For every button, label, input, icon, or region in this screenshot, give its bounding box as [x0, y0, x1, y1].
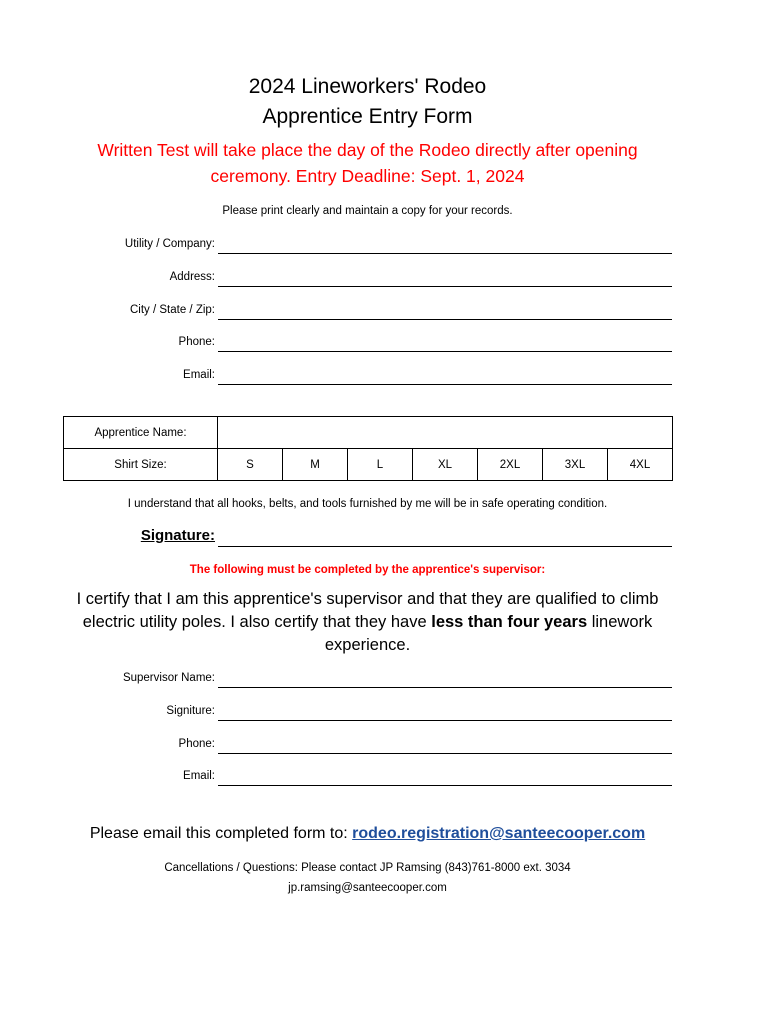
safety-statement: I understand that all hooks, belts, and tools furnished by me will be in safe operating condition. [127, 498, 608, 510]
supervisor-name-field[interactable] [218, 687, 672, 688]
apprentice-table [63, 416, 673, 481]
registration-email-link[interactable]: rodeo.registration@santeecooper.com [352, 825, 646, 842]
email-label: Email: [183, 369, 215, 381]
supervisor-signature-label: Signiture: [166, 705, 215, 717]
phone-field[interactable] [218, 351, 672, 352]
certify-line3: experience. [324, 636, 411, 654]
form-title-line2: Apprentice Entry Form [262, 105, 473, 128]
utility-company-label: Utility / Company: [124, 238, 215, 250]
shirt-size-2xl[interactable]: 2XL [478, 449, 543, 481]
instructions-text: Please print clearly and maintain a copy for your records. [222, 205, 513, 217]
city-state-zip-label: City / State / Zip: [130, 304, 215, 316]
signature-field[interactable] [218, 546, 672, 547]
certify-line2 [0, 611, 735, 634]
contact-line1: Cancellations / Questions: Please contact JP Ramsing (843)761-8000 ext. 3034 [164, 862, 571, 874]
supervisor-phone-label: Phone: [178, 738, 215, 750]
address-label: Address: [169, 271, 215, 283]
signature-label: Signature: [140, 527, 215, 544]
address-field[interactable] [218, 286, 672, 287]
test-notice-line2: ceremony. Entry Deadline: Sept. 1, 2024 [210, 166, 525, 186]
shirt-size-m[interactable]: M [283, 449, 348, 481]
email-field[interactable] [218, 384, 672, 385]
city-state-zip-field[interactable] [218, 319, 672, 320]
apprentice-name-row [64, 417, 673, 449]
apprentice-name-label: Apprentice Name: [64, 417, 218, 449]
form-title-line1: 2024 Lineworkers' Rodeo [248, 75, 487, 98]
shirt-size-4xl[interactable]: 4XL [608, 449, 673, 481]
shirt-size-s[interactable]: S [218, 449, 283, 481]
shirt-size-3xl[interactable]: 3XL [543, 449, 608, 481]
certify-line2-end: linework [587, 613, 653, 631]
apprentice-name-field[interactable] [218, 417, 673, 449]
supervisor-email-field[interactable] [218, 785, 672, 786]
supervisor-signature-field[interactable] [218, 720, 672, 721]
supervisor-note: The following must be completed by the apprentice's supervisor: [189, 564, 546, 576]
shirt-size-row [64, 449, 673, 481]
certify-line2-start: electric utility poles. I also certify that they have [82, 613, 432, 631]
supervisor-name-label: Supervisor Name: [122, 672, 215, 684]
shirt-size-label: Shirt Size: [64, 449, 218, 481]
supervisor-email-label: Email: [183, 770, 215, 782]
email-instruction-text: Please email this completed form to: [89, 825, 353, 842]
certify-line1: I certify that I am this apprentice's supervisor and that they are qualified to climb [76, 590, 659, 608]
certify-emphasis: less than four years [431, 613, 588, 631]
shirt-size-xl[interactable]: XL [413, 449, 478, 481]
email-instruction [0, 825, 735, 843]
phone-label: Phone: [178, 336, 215, 348]
supervisor-phone-field[interactable] [218, 753, 672, 754]
shirt-size-l[interactable]: L [348, 449, 413, 481]
test-notice-line1: Written Test will take place the day of the Rodeo directly after opening [97, 140, 638, 160]
utility-company-field[interactable] [218, 253, 672, 254]
contact-email: jp.ramsing@santeecooper.com [288, 882, 447, 894]
